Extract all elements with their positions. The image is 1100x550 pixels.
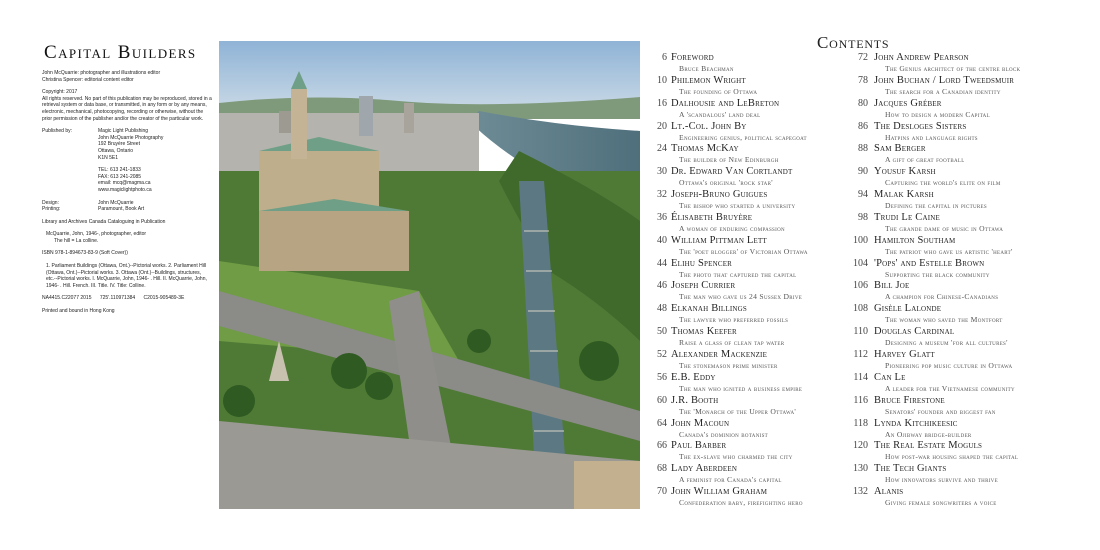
contents-entry: [650, 166, 850, 189]
entry-name: Foreword: [671, 52, 714, 63]
entry-name: Elkanah Billings: [671, 303, 748, 315]
publisher-line: 192 Bruyère Street: [98, 141, 140, 148]
entry-description: A woman of enduring compassion: [679, 223, 785, 233]
contents-entry: [650, 440, 850, 463]
contents-entry: [650, 486, 850, 509]
page-number: 120: [853, 440, 868, 452]
entry-name: E.B. Eddy: [671, 371, 716, 383]
contents-entry: [848, 258, 1060, 281]
contents-entry: [650, 349, 850, 372]
entry-name: Lady Aberdeen: [671, 463, 738, 475]
contents-entry: [848, 463, 1060, 486]
page-number: 48: [657, 303, 667, 315]
page-number: 32: [657, 189, 667, 201]
entry-name: Philemon Wright: [671, 74, 746, 86]
contents-entry: [848, 349, 1060, 372]
contents-entry: [650, 303, 850, 326]
entry-name: The Desloges Sisters: [874, 120, 967, 132]
entry-description: The founding of Ottawa: [679, 86, 758, 96]
entry-name: Thomas Keefer: [671, 326, 737, 338]
contents-entry: [848, 189, 1060, 212]
entry-description: The grande dame of music in Ottawa: [885, 223, 1004, 233]
contents-entry: [650, 143, 850, 166]
contents-entry: [848, 372, 1060, 395]
credit-line: Christina Spencer: editorial content editor: [42, 76, 134, 83]
entry-description: The woman who saved the Montfort: [885, 315, 1003, 325]
contents-column-right: [848, 52, 1060, 509]
entry-description: A feminist for Canada's capital: [679, 475, 782, 485]
page-number: 30: [657, 166, 667, 178]
contents-entry: [848, 486, 1060, 509]
entry-name: Gisèle Lalonde: [874, 303, 942, 315]
contents-entry: [848, 166, 1060, 189]
page-number: 104: [853, 257, 868, 269]
entry-name: The Real Estate Moguls: [874, 440, 983, 452]
contents-entry: [848, 303, 1060, 326]
entry-name: Jacques Gréber: [874, 97, 942, 109]
entry-name: Douglas Cardinal: [874, 326, 955, 338]
design-value: John McQuarrie: [98, 199, 134, 206]
contents-entry: [848, 98, 1060, 121]
contents-column-left: [650, 52, 850, 509]
entry-description: Hatpins and language rights: [885, 132, 978, 142]
entry-name: Elihu Spencer: [671, 257, 733, 269]
contents-entry: [650, 372, 850, 395]
page-number: 50: [657, 326, 667, 338]
peace-tower: [291, 89, 307, 159]
entry-description: The builder of New Edinburgh: [679, 155, 779, 165]
entry-description: Giving female songwriters a voice: [885, 498, 997, 508]
contact-line: www.magiclightphoto.ca: [98, 186, 152, 193]
page-number: 100: [853, 234, 868, 246]
entry-name: Paul Barber: [671, 440, 727, 452]
contents-entry: [848, 235, 1060, 258]
entry-description: The man who gave us 24 Sussex Drive: [679, 292, 803, 302]
entry-description: How post-war housing shaped the capital: [885, 452, 1019, 462]
entry-description: Designing a museum 'for all cultures': [885, 338, 1008, 348]
page-number: 66: [657, 440, 667, 452]
hotel-building: [574, 461, 640, 509]
page-number: 6: [662, 52, 667, 63]
page-number: 108: [853, 303, 868, 315]
entry-name: Lt.-Col. John By: [671, 120, 747, 132]
entry-description: The lawyer who preferred fossils: [679, 315, 789, 325]
page-number: 20: [657, 120, 667, 132]
published-by-label: Published by:: [42, 128, 73, 135]
contents-entry: [650, 121, 850, 144]
entry-name: John William Graham: [671, 486, 768, 498]
page-number: 110: [853, 326, 868, 338]
credits-block: [42, 70, 212, 315]
copyright-line: Copyright: 2017: [42, 89, 78, 96]
page-number: 114: [853, 371, 868, 383]
entry-name: John Buchan / Lord Tweedsmuir: [874, 74, 1015, 86]
entry-name: Lynda Kitchikeesic: [874, 417, 958, 429]
entry-name: Thomas McKay: [671, 143, 739, 155]
tower-building: [359, 96, 373, 136]
entry-name: 'Pops' and Estelle Brown: [874, 257, 985, 269]
tower-building: [404, 103, 414, 133]
entry-description: Engineering genius, political scapegoat: [679, 132, 807, 142]
entry-description: The 'Monarch of the Upper Ottawa': [679, 406, 797, 416]
page-number: 130: [853, 463, 868, 475]
page-number: 16: [657, 97, 667, 109]
design-row: [42, 200, 212, 207]
entry-name: Bruce Firestone: [874, 394, 945, 406]
classification: NA4415.C22077 2015 725'.110971384 C2015-905489-3E: [42, 295, 185, 302]
contents-entry: [848, 52, 1060, 75]
entry-name: Élisabeth Bruyère: [671, 211, 753, 223]
page-number: 60: [657, 394, 667, 406]
page-number: 86: [858, 120, 868, 132]
entry-description: Capturing the world's elite on film: [885, 178, 1001, 188]
entry-name: Dalhousie and LeBreton: [671, 97, 780, 109]
entry-name: Malak Karsh: [874, 189, 934, 201]
contents-entry: [848, 280, 1060, 303]
contents-entry: [650, 212, 850, 235]
entry-description: Senators' founder and biggest fan: [885, 406, 996, 416]
page-number: 56: [657, 371, 667, 383]
entry-name: John Andrew Pearson: [874, 52, 969, 63]
page-number: 72: [858, 52, 868, 63]
isbn: ISBN 978-1-894673-83-9 (Soft Cover)): [42, 250, 128, 257]
entry-description: The 'poet blogger' of Victorian Ottawa: [679, 246, 808, 256]
contents-entry: [848, 121, 1060, 144]
contents-entry: [650, 463, 850, 486]
contents-entry: [650, 280, 850, 303]
copyright-page: [0, 0, 215, 550]
page-number: 116: [853, 394, 868, 406]
entry-description: The man who ignited a business empire: [679, 383, 803, 393]
page-number: 90: [858, 166, 868, 178]
contents-entry: [848, 75, 1060, 98]
entry-description: The ex-slave who charmed the city: [679, 452, 793, 462]
entry-description: Canada's dominion botanist: [679, 429, 769, 439]
page-number: 94: [858, 189, 868, 201]
contact-line: FAX: 613 241-2085: [98, 173, 142, 180]
publisher-line: John McQuarrie Photography: [98, 134, 164, 141]
cip-author: McQuarrie, John, 1946-, photographer, editor: [46, 231, 147, 238]
page-number: 68: [657, 463, 667, 475]
page-number: 40: [657, 234, 667, 246]
contents-entry: [848, 418, 1060, 441]
entry-description: The stonemason prime minister: [679, 360, 778, 370]
entry-description: A champion for Chinese-Canadians: [885, 292, 999, 302]
page-number: 36: [657, 211, 667, 223]
entry-description: The patriot who gave us artistic 'heart': [885, 246, 1013, 256]
page-number: 24: [657, 143, 667, 155]
contact-line: TEL: 613 241-1833: [98, 167, 141, 174]
photo-illustration: [219, 41, 640, 509]
printing-value: Paramount, Book Art: [98, 206, 145, 213]
page-number: 78: [858, 74, 868, 86]
entry-description: The search for a Canadian identity: [885, 86, 1001, 96]
entry-description: Pioneering pop music culture in Ottawa: [885, 360, 1013, 370]
entry-name: Alanis: [874, 486, 904, 498]
page-number: 80: [858, 97, 868, 109]
page-number: 44: [657, 257, 667, 269]
entry-description: A 'scandalous' land deal: [679, 109, 761, 119]
design-label: Design:: [42, 199, 59, 206]
entry-name: Joseph Currier: [671, 280, 736, 292]
entry-description: Supporting the black community: [885, 269, 990, 279]
page-number: 52: [657, 348, 667, 360]
entry-description: A gift of great football: [885, 155, 965, 165]
page-number: 132: [853, 486, 868, 498]
page-number: 112: [853, 348, 868, 360]
entry-name: Sam Berger: [874, 143, 926, 155]
contents-entry: [848, 395, 1060, 418]
rights-statement: All rights reserved. No part of this publication may be reproduced, stored in a retrieval system or data base, or transmitted, in any form or by any means, electronic, mechanical, photocopying, recording or otherwise, without the prior permission of the publisher and/or the creator of the particular work.: [42, 95, 212, 122]
entry-description: Defining the capital in pictures: [885, 201, 987, 211]
entry-name: Dr. Edward Van Cortlandt: [671, 166, 793, 178]
printing-label: Printing:: [42, 206, 61, 213]
entry-description: Confederation baby, firefighting hero: [679, 498, 803, 508]
contents-entry: [650, 418, 850, 441]
subjects: 1. Parliament Buildings (Ottawa, Ont.)--Pictorial works. 2. Parliament Hill (Ottawa, Ont.)--Pictorial works. 3. Ottawa (Ont.)--Buildings, structures, etc.--Pictorial works. I. McQuarrie, John, 1946- . Hill. II. McQuarrie, John, 1946- . Hill. French. III. Title. IV. Title: Colline.: [46, 263, 207, 289]
entry-description: Raise a glass of clean tap water: [679, 338, 785, 348]
entry-description: The photo that captured the capital: [679, 269, 797, 279]
entry-name: The Tech Giants: [874, 463, 947, 475]
page-number: 88: [858, 143, 868, 155]
contents-entry: [650, 52, 850, 75]
entry-name: Hamilton Southam: [874, 234, 956, 246]
book-title: Capital Builders: [44, 42, 197, 63]
contents-entry: [650, 98, 850, 121]
entry-description: How innovators survive and thrive: [885, 475, 998, 485]
page-number: 64: [657, 417, 667, 429]
contents-entry: [848, 143, 1060, 166]
entry-name: Yousuf Karsh: [874, 166, 936, 178]
credit-line: John McQuarrie: photographer and illustrations editor: [42, 70, 161, 76]
printing-row: [42, 206, 212, 213]
printed-line: Printed and bound in Hong Kong: [42, 308, 115, 315]
entry-name: John Macoun: [671, 417, 730, 429]
entry-name: Alexander Mackenzie: [671, 348, 768, 360]
entry-name: J.R. Booth: [671, 394, 719, 406]
publisher-line: Magic Light Publishing: [98, 128, 149, 135]
page-number: 46: [657, 280, 667, 292]
page-number: 98: [858, 211, 868, 223]
publisher-block: [42, 128, 212, 193]
contents-entry: [650, 258, 850, 281]
entry-description: Bruce Beachman: [679, 64, 734, 73]
entry-description: An Ojibway bridge-builder: [885, 429, 972, 439]
contents-entry: [650, 189, 850, 212]
publisher-line: K1N 5E1: [98, 154, 119, 161]
contents-entry: [848, 326, 1060, 349]
page-number: 70: [657, 486, 667, 498]
contact-line: email: mcq@magma.ca: [98, 180, 151, 187]
contents-entry: [650, 395, 850, 418]
entry-description: How to design a modern Capital: [885, 109, 990, 119]
entry-name: William Pittman Lett: [671, 234, 767, 246]
publisher-line: Ottawa, Ontario: [98, 147, 134, 154]
east-block: [259, 211, 409, 271]
page-number: 106: [853, 280, 868, 292]
aerial-ottawa-photo: [219, 41, 640, 509]
entry-name: Can Le: [874, 371, 906, 383]
contents-entry: [848, 212, 1060, 235]
entry-description: The bishop who started a university: [679, 201, 796, 211]
entry-name: Joseph-Bruno Guigues: [671, 189, 768, 201]
contents-entry: [650, 75, 850, 98]
entry-name: Harvey Glatt: [874, 348, 935, 360]
contents-entry: [650, 235, 850, 258]
contents-entry: [650, 326, 850, 349]
page-number: 10: [657, 74, 667, 86]
page-number: 118: [853, 417, 868, 429]
contents-entry: [848, 440, 1060, 463]
cip-heading: Library and Archives Canada Cataloguing in Publication: [42, 218, 166, 225]
cip-note: The hill = La colline.: [54, 237, 99, 244]
entry-name: Trudi Le Caine: [874, 211, 940, 223]
entry-description: The Genius architect of the centre block: [885, 64, 1021, 73]
entry-description: A leader for the Vietnamese community: [885, 383, 1015, 393]
contents-title: Contents: [817, 33, 890, 52]
entry-name: Bill Joe: [874, 280, 910, 292]
entry-description: Ottawa's original 'rock star': [679, 178, 773, 188]
